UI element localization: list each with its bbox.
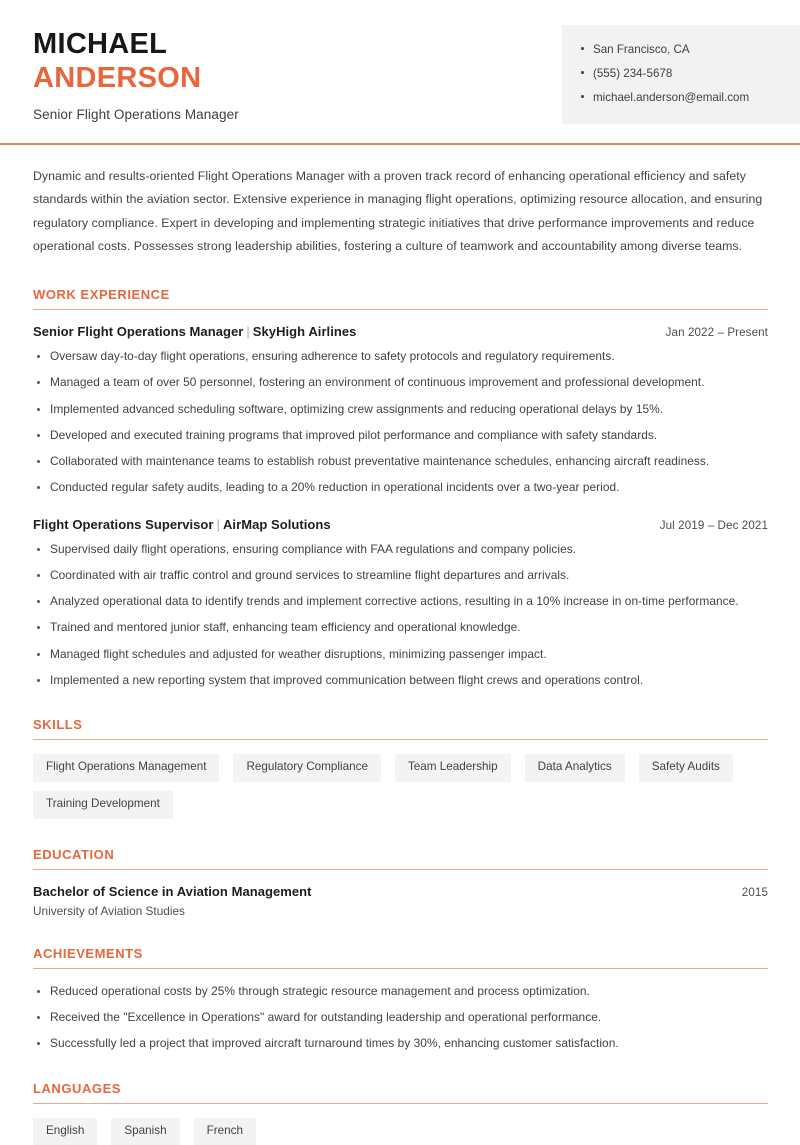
list-item: Managed a team of over 50 personnel, fostering an environment of continuous improvement and professional development.	[33, 374, 768, 391]
skill-chip: Safety Audits	[639, 754, 733, 782]
education-entry	[33, 884, 768, 918]
contact-panel	[562, 25, 800, 124]
header-divider	[0, 143, 800, 145]
contact-email[interactable]: michael.anderson@email.com	[580, 86, 784, 110]
section-education	[33, 847, 768, 918]
skill-chip: Data Analytics	[525, 754, 625, 782]
work-entry	[33, 517, 768, 690]
education-entry-header	[33, 884, 768, 899]
contact-location: San Francisco, CA	[580, 38, 784, 62]
list-item: Reduced operational costs by 25% through strategic resource management and process optimization.	[33, 983, 768, 1000]
skill-chip: Regulatory Compliance	[233, 754, 380, 782]
section-divider	[33, 968, 768, 969]
last-name: ANDERSON	[33, 61, 202, 94]
professional-summary: Dynamic and results-oriented Flight Operations Manager with a proven track record of enhancing operational efficiency and safety standards within the aviation sector. Extensive experience in managing flight operations, optimizing resource allocation, and ensuring regulatory compliance. Expert in developing and implementing strategic initiatives that drive performance improvements and reduce operational costs. Possesses strong leadership abilities, fostering a culture of teamwork and accountability among diverse teams.	[33, 168, 763, 254]
work-dates: Jul 2019 – Dec 2021	[659, 518, 768, 532]
title-separator: |	[216, 516, 220, 532]
work-role: Senior Flight Operations Manager	[33, 324, 244, 340]
work-entry	[33, 324, 768, 497]
header-identity	[0, 24, 239, 122]
list-item: Oversaw day-to-day flight operations, ensuring adherence to safety protocols and regulatory requirements.	[33, 348, 768, 365]
language-chip: Spanish	[111, 1118, 179, 1145]
section-title-achievements: ACHIEVEMENTS	[33, 945, 143, 961]
skill-chip: Team Leadership	[395, 754, 511, 782]
section-divider	[33, 309, 768, 310]
professional-title: Senior Flight Operations Manager	[33, 107, 239, 123]
contact-phone[interactable]: (555) 234-5678	[580, 62, 784, 86]
education-institution: University of Aviation Studies	[33, 903, 185, 918]
work-role: Flight Operations Supervisor	[33, 516, 214, 532]
section-divider	[33, 739, 768, 740]
section-achievements	[33, 946, 768, 1053]
section-title-education: EDUCATION	[33, 846, 115, 862]
achievement-bullets	[33, 983, 768, 1053]
list-item: Conducted regular safety audits, leading to a 20% reduction in operational incidents over a two-year period.	[33, 479, 768, 496]
skill-chip: Flight Operations Management	[33, 754, 219, 782]
work-entry-title	[33, 517, 331, 532]
list-item: Implemented advanced scheduling software, optimizing crew assignments and reducing operational delays by 15%.	[33, 401, 768, 418]
languages-chip-list	[33, 1118, 768, 1145]
list-item: Collaborated with maintenance teams to establish robust preventative maintenance schedules, enhancing aircraft readiness.	[33, 453, 768, 470]
section-divider	[33, 869, 768, 870]
first-name: MICHAEL	[33, 28, 168, 60]
list-item: Received the "Excellence in Operations" award for outstanding leadership and operational performance.	[33, 1009, 768, 1026]
list-item: Successfully led a project that improved aircraft turnaround times by 30%, enhancing customer satisfaction.	[33, 1035, 768, 1052]
work-company: AirMap Solutions	[222, 516, 331, 532]
language-chip: English	[33, 1118, 97, 1145]
work-dates: Jan 2022 – Present	[665, 326, 768, 340]
list-item: Implemented a new reporting system that improved communication between flight crews and operations control.	[33, 672, 768, 689]
work-bullets	[33, 541, 768, 690]
work-bullets	[33, 348, 768, 497]
section-work-experience	[33, 287, 768, 689]
education-degree: Bachelor of Science in Aviation Management	[33, 883, 312, 899]
work-entry-title	[33, 324, 356, 339]
work-company: SkyHigh Airlines	[252, 324, 357, 340]
section-languages	[33, 1081, 768, 1145]
contact-list	[580, 38, 784, 111]
title-separator: |	[246, 324, 250, 340]
list-item: Developed and executed training programs that improved pilot performance and compliance with safety standards.	[33, 427, 768, 444]
skills-chip-list	[33, 754, 768, 819]
list-item: Supervised daily flight operations, ensuring compliance with FAA regulations and company policies.	[33, 541, 768, 558]
list-item: Managed flight schedules and adjusted for weather disruptions, minimizing passenger impact.	[33, 646, 768, 663]
skill-chip: Training Development	[33, 791, 173, 819]
work-entry-header	[33, 324, 768, 339]
section-divider	[33, 1103, 768, 1104]
resume-header	[0, 0, 800, 124]
list-item: Coordinated with air traffic control and ground services to streamline flight departures and arrivals.	[33, 567, 768, 584]
language-chip: French	[194, 1118, 256, 1145]
section-title-languages: LANGUAGES	[33, 1080, 122, 1096]
work-entry-header	[33, 517, 768, 532]
section-title-skills: SKILLS	[33, 717, 83, 733]
section-title-work-experience: WORK EXPERIENCE	[33, 287, 170, 303]
section-skills	[33, 717, 768, 819]
education-year: 2015	[741, 885, 768, 899]
list-item: Analyzed operational data to identify trends and implement corrective actions, resulting in a 10% increase in on-time performance.	[33, 593, 768, 610]
resume-content	[0, 165, 800, 1145]
list-item: Trained and mentored junior staff, enhancing team efficiency and operational knowledge.	[33, 619, 768, 636]
